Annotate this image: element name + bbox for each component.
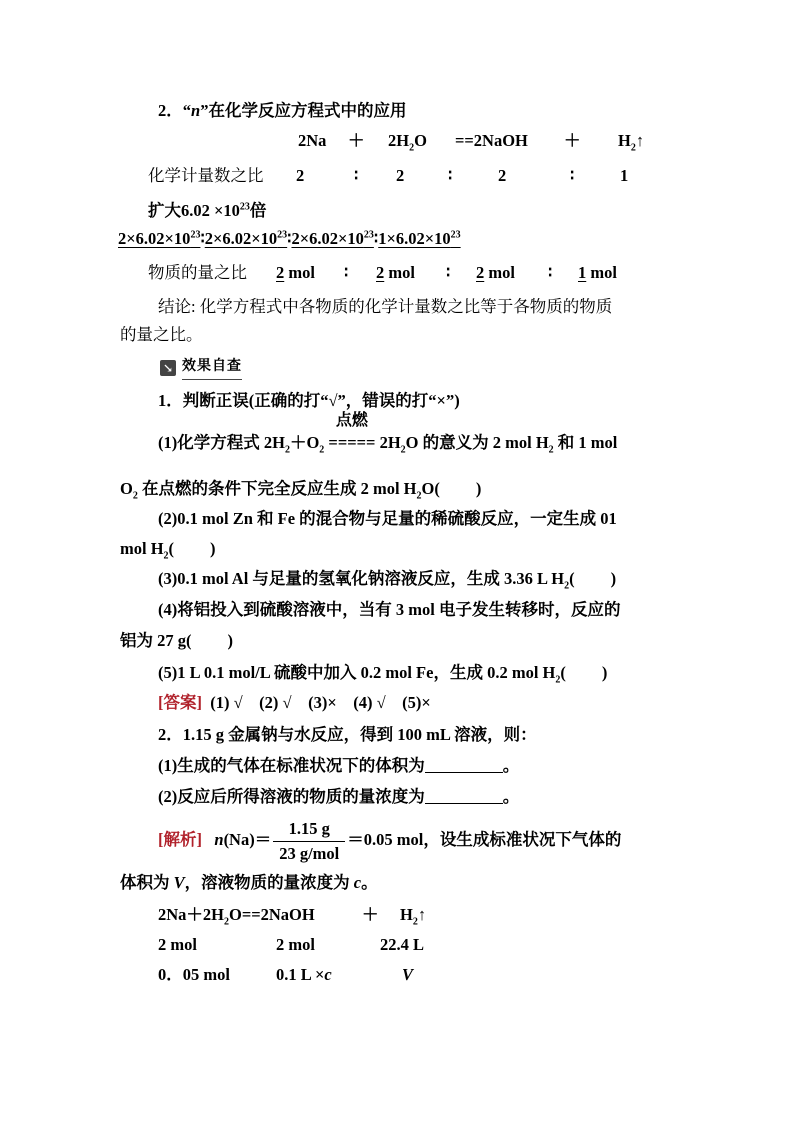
answer-row: [答案] (1) √ (2) √ (3)× (4) √ (5)×: [158, 693, 431, 712]
fraction: $\frac{1.15 g}{\text{23 g/mol}}$: [273, 819, 345, 864]
question-1-2-line-2: mol $H_2$( ): [120, 539, 216, 562]
avogadro-row: $2\times 6.02\times 10^{23}∶2\times 6.02\times 10^{23}∶2\times 6.02\times 10^{23}∶1\times 6.02\times 10^{23}$: [118, 229, 461, 248]
question-1-3: (3)0.1 mol Al 与足量的氢氧化钠溶液反应，生成 3.36 L $H_2$( ): [158, 569, 617, 592]
question-2-1: (1)生成的气体在标准状况下的体积为 。: [158, 756, 520, 775]
self-check-badge: ↘ 效果自查: [160, 356, 242, 380]
question-2-title: 2．1.15 g 金属钠与水反应，得到 100 mL 溶液，则：: [158, 725, 537, 744]
conclusion-line-1: 结论: 化学方程式中各物质的化学计量数之比等于各物质的物质: [158, 297, 613, 316]
question-1-2-line-1: (2)0.1 mol Zn 和 Fe 的混合物与足量的稀硫酸反应，一定生成 01: [158, 509, 617, 528]
section-heading: 2．“n”在化学反应方程式中的应用: [158, 101, 407, 120]
question-1-5: (5)1 L 0.1 mol/L 硫酸中加入 0.2 mol Fe，生成 0.2 mol $H_2$( ): [158, 663, 608, 686]
document-page: 2．“n”在化学反应方程式中的应用 2Na ＋ $2H_2O$ ==2NaOH ＋ $H_2↑$ 化学计量数之比 2 ∶ 2 ∶ 2 ∶ 1 扩大$6.02 \times 10^{23}$倍 $2\times 6.02\times 10^{23}∶2\times 6.02\times 10^{23}∶2\times 6.02\times 10^{23}∶1\times 6.02\times 10^{23}$ 物质的量之比 2 mol ∶ 2 mol ∶ 2 mol ∶ 1 mol 结论: 化学方程式中各物质的化学计量数之比等于各物质的物质 的量之比。 ↘ 效果自查 1．判断正误(正确的打“√”，错误的打“×”) (1)化学方程式 $2H_2+O_2$ 点燃 ===== $2H_2O$ 的意义为 2 mol $H_2$ 和 1 mol $O_2$ 在点燃的条件下完全反应生成 2 mol $H_2O$( ) (2)0.1 mol Zn 和 Fe 的混合物与足量的稀硫酸反应，一定生成 01 mol $H_2$( ) (3)0.1 mol Al 与足量的氢氧化钠溶液反应，生成 3.36 L $H_2$( ) (4)将铝投入到硫酸溶液中，当有 3 mol 电子发生转移时，反应的 铝为 27 g( ) (5)1 L 0.1 mol/L 硫酸中加入 0.2 mol Fe，生成 0.2 mol $H_2$( ) [答案] (1) √ (2) √ (3)× (4) √ (5)× 2．1.15 g 金属钠与水反应，得到 100 mL 溶液，则： (1)生成的气体在标准状况下的体积为 。 (2)反应后所得溶液的物质的量浓度为 。 [解析] n(Na)＝ $\frac{1.15 g}{\text{23 g/mol}}$ ＝0.05 mol，设生成标准状况下气体的 体积为 V，溶液物质的量浓度为 c。 $2Na+2H_2O==2NaOH$ ＋ $H_2↑$ 2 mol 2 mol 22.4 L 0．05 mol 0.1 L ×c V: [118, 101, 645, 984]
answer-blank[interactable]: [425, 787, 503, 804]
question-1-4-line-2: 铝为 27 g( ): [120, 631, 233, 650]
question-2-2: (2)反应后所得溶液的物质的量浓度为 。: [158, 787, 520, 806]
analysis-tag: [解析]: [158, 830, 202, 849]
question-1-4-line-1: (4)将铝投入到硫酸溶液中，当有 3 mol 电子发生转移时，反应的: [158, 600, 621, 619]
question-1-1-line-1: (1)化学方程式 $2H_2+O_2$ 点燃 ===== $2H_2O$ 的意义为 2 mol $H_2$ 和 1 mol: [158, 412, 618, 456]
analysis-line-1: [解析] n(Na)＝ $\frac{1.15 g}{\text{23 g/mol}}$ ＝0.05 mol，设生成标准状况下气体的: [158, 818, 622, 863]
question-1-title: 1．判断正误(正确的打“√”，错误的打“×”): [158, 391, 460, 410]
question-1-1-line-2: $O_2$ 在点燃的条件下完全反应生成 2 mol $H_2O$( ): [120, 479, 482, 502]
conclusion-line-2: 的量之比。: [120, 325, 203, 344]
expand-row: 扩大$6.02 \times 10^{23}$倍: [148, 201, 267, 220]
arrow-icon: ↘: [160, 360, 176, 376]
answer-blank[interactable]: [425, 756, 503, 773]
condition-arrow: 点燃 =====: [328, 412, 376, 452]
answer-tag: [答案]: [158, 693, 202, 712]
analysis-line-2: 体积为 V，溶液物质的量浓度为 c。: [120, 873, 378, 892]
